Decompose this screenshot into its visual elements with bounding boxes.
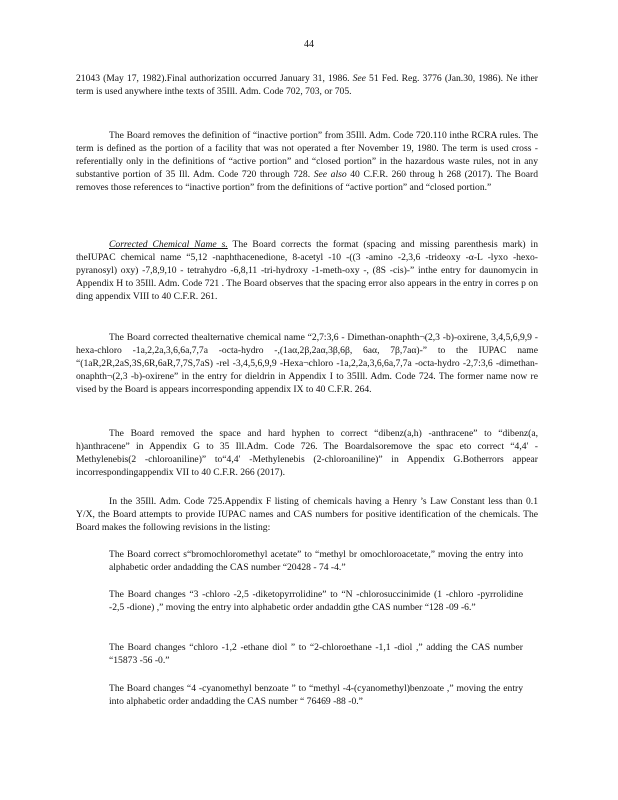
paragraph-text: In the 35Ill. Adm. Code 725.Appendix F listing of chemicals having a Henry ’s Law Constant less than 0.1 Y/X, the Board attempts to provide IUPAC names and CAS numbers for positive identification of the chemicals. The Board makes the following revisions in the listing: <box>76 496 538 533</box>
see-signal: See <box>352 73 366 84</box>
list-item: The Board changes “3 -chloro -2,5 -diketopyrrolidine” to “N -chlorosuccinimide (1 -chloro -pyrrolidine -2,5 -dione) ,” moving the entry into alphabetic order andaddin gthe CAS number “128 -09 -6.” <box>109 589 523 613</box>
citation-text: 51 Fed. Reg. 3776 (Jan.30, 1986). Ne ither term is used anywhere inthe texts of 35Ill. Adm. Code 702, 703, or 705. <box>76 73 538 97</box>
paragraph-dieldrin <box>76 331 538 396</box>
list-item: The Board changes “chloro -1,2 -ethane diol ” to “2-chloroethane -1,1 -diol ,” adding the CAS number “15873 -56 -0.” <box>109 642 523 666</box>
page-number: 44 <box>304 39 314 50</box>
list-item: The Board changes “4 -cyanomethyl benzoate ” to “methyl -4-(cyanomethyl)benzoate ,” moving the entry into alphabetic order andadding the CAS number “ 76469 -88 -0.” <box>109 683 523 707</box>
paragraph-text: The Board removed the space and hard hyphen to correct “dibenz(a,h) -anthracene” to “dibenz(a, h)anthracene” in Appendix G to 35 Ill.Adm. Code 726. The Boardalsoremove the spac eto correct “4,4′ - Methylenebis(2 -chloroaniline)” to“4,4′ -Methylenebis (2-chloroaniline)” in Appendix G.Botherrors appear incorrespondingappendix VII to 40 C.F.R. 266 (2017). <box>76 428 538 478</box>
section-heading: Corrected Chemical Name s. <box>109 239 228 250</box>
paragraph-text: The Board corrects the format (spacing and missing parenthesis mark) in theIUPAC chemical name “5,12 -naphthacenedione, 8-acetyl -10 -((3 -amino -2,3,6 -trideoxy -α-L -lyxo -hexo-pyranosyl) oxy) -7,8,9,10 - tetrahydro -6,8,11 -tri-hydroxy -1-meth-oxy -, (8S -cis)-” inthe entry for daunomycin in Appendix H to 35Ill. Adm. Code 721 . The Board observes that the spacing error also appears in the entry in corres p on ding appendix VIII to 40 C.F.R. 261. <box>76 239 538 302</box>
paragraph-corrected-chemical-names <box>76 238 538 303</box>
see-also-signal: See also <box>313 169 347 180</box>
paragraph-henry-law-listing <box>76 495 538 534</box>
paragraph-text: 21043 (May 17, 1982).Final authorization occurred January 31, 1986. <box>76 73 350 84</box>
list-item: The Board correct s“bromochloromethyl acetate” to “methyl br omochloroacetate,” moving the entry into alphabetic order andadding the CAS number “20428 - 74 -4.” <box>109 549 523 573</box>
paragraph-text: The Board removes the definition of “inactive portion” from 35Ill. Adm. Code 720.110 inthe RCRA rules. The term is defined as the portion of a facility that was not operated a fter November 19, 1980. The term is used cross - referentially only in the definitions of “active portion” and “closed portion” in the hazardous waste rules, not in any substantive portion of 35 Ill. Adm. Code 720 through 728. <box>76 130 538 180</box>
paragraph-text: The Board corrected thealternative chemical name “2,7:3,6 - Dimethan-onaphth¬(2,3 -b)-oxirene, 3,4,5,6,9,9 -hexa-chloro -1a,2,2a,3,6,6a,7,7a -octa-hydro -,(1aα,2β,2aα,3β,6β, 6aα, 7β,7aα)-” to the IUPAC name “(1aR,2R,2aS,3S,6R,6aR,7,7S,7aS) -rel -3,4,5,6,9,9 -Hexa¬chloro -1a,2,2a,3,6,6a,7,7a -octa-hydro -2,7:3,6 -dimethan-onaphth¬(2,3 -b)-oxirene” in the entry for dieldrin in Appendix I to 35Ill. Adm. Code 724. The former name now re vised by the Board is appears incorresponding appendix IX to 40 C.F.R. 264. <box>76 332 538 395</box>
paragraph-dibenz-anthracene <box>76 427 538 479</box>
citation-text: 40 C.F.R. 260 throug h 268 (2017). The Board removes those references to “inactive portion” from the definitions of “active portion” and “closed portion.” <box>76 169 538 193</box>
paragraph-inactive-portion <box>76 129 538 194</box>
paragraph-continuation <box>76 72 538 98</box>
